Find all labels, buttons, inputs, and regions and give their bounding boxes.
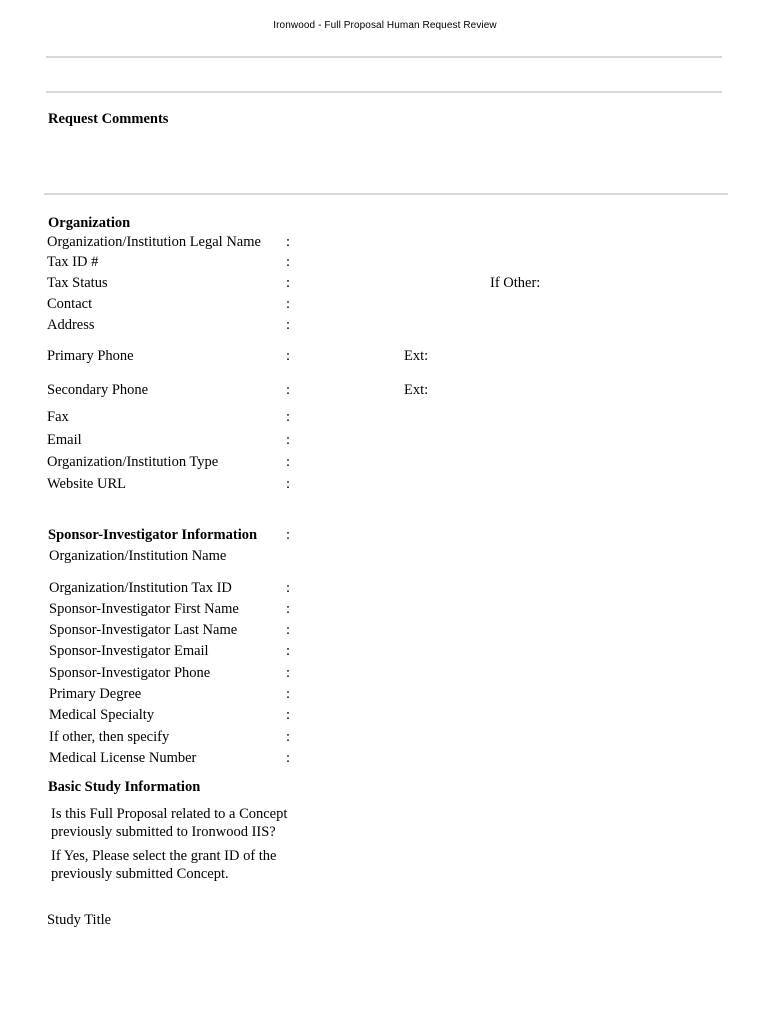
fax-label: Fax (47, 409, 69, 425)
sponsor-org-name-label: Organization/Institution Name (49, 548, 227, 564)
org-type-label: Organization/Institution Type (47, 454, 219, 470)
tax-id-label: Tax ID # (47, 254, 99, 270)
concept-related-question-line2: previously submitted to Ironwood IIS? (51, 824, 276, 840)
sponsor-first-name-label: Sponsor-Investigator First Name (49, 601, 239, 617)
concept-related-question-line1: Is this Full Proposal related to a Concept (51, 806, 288, 822)
sponsor-last-name-label: Sponsor-Investigator Last Name (49, 622, 238, 638)
organization-heading: Organization (48, 215, 131, 231)
contact-colon: : (286, 296, 291, 312)
tax-status-if-other-label: If Other: (490, 275, 541, 291)
website-url-colon: : (286, 476, 291, 492)
basic-study-heading: Basic Study Information (48, 779, 201, 795)
sponsor-phone-colon: : (286, 665, 291, 681)
comments-divider (44, 193, 728, 195)
medical-specialty-colon: : (286, 707, 291, 723)
address-colon: : (286, 317, 291, 333)
secondary-phone-label: Secondary Phone (47, 382, 149, 398)
medical-license-colon: : (286, 750, 291, 766)
if-other-specify-label: If other, then specify (49, 729, 170, 745)
concept-related-question (51, 805, 311, 841)
primary-phone-ext-label: Ext: (404, 348, 429, 364)
sponsor-heading-colon: : (286, 527, 291, 543)
sponsor-phone-label: Sponsor-Investigator Phone (49, 665, 211, 681)
header-divider (46, 56, 722, 58)
primary-phone-label: Primary Phone (47, 348, 134, 364)
sponsor-email-label: Sponsor-Investigator Email (49, 643, 209, 659)
contact-label: Contact (47, 296, 93, 312)
grant-id-question (51, 847, 311, 883)
address-label: Address (47, 317, 95, 333)
medical-license-label: Medical License Number (49, 750, 197, 766)
org-type-colon: : (286, 454, 291, 470)
website-url-label: Website URL (47, 476, 126, 492)
tax-status-colon: : (286, 275, 291, 291)
tax-status-label: Tax Status (47, 275, 108, 291)
fax-colon: : (286, 409, 291, 425)
primary-phone-colon: : (286, 348, 291, 364)
grant-id-question-line2: previously submitted Concept. (51, 866, 229, 882)
org-legal-name-label: Organization/Institution Legal Name (47, 234, 261, 250)
section-divider (46, 91, 722, 93)
email-colon: : (286, 432, 291, 448)
sponsor-first-name-colon: : (286, 601, 291, 617)
grant-id-question-line1: If Yes, Please select the grant ID of the (51, 848, 277, 864)
tax-id-colon: : (286, 254, 291, 270)
sponsor-tax-id-label: Organization/Institution Tax ID (49, 580, 232, 596)
org-legal-name-colon: : (286, 234, 291, 250)
primary-degree-colon: : (286, 686, 291, 702)
sponsor-tax-id-colon: : (286, 580, 291, 596)
medical-specialty-label: Medical Specialty (49, 707, 155, 723)
request-comments-heading: Request Comments (48, 111, 169, 127)
secondary-phone-colon: : (286, 382, 291, 398)
page-header-title: Ironwood - Full Proposal Human Request Review (273, 20, 497, 31)
sponsor-email-colon: : (286, 643, 291, 659)
email-label: Email (47, 432, 82, 448)
if-other-specify-colon: : (286, 729, 291, 745)
study-title-label: Study Title (47, 912, 112, 928)
secondary-phone-ext-label: Ext: (404, 382, 429, 398)
sponsor-last-name-colon: : (286, 622, 291, 638)
primary-degree-label: Primary Degree (49, 686, 142, 702)
sponsor-heading: Sponsor-Investigator Information (48, 527, 258, 543)
